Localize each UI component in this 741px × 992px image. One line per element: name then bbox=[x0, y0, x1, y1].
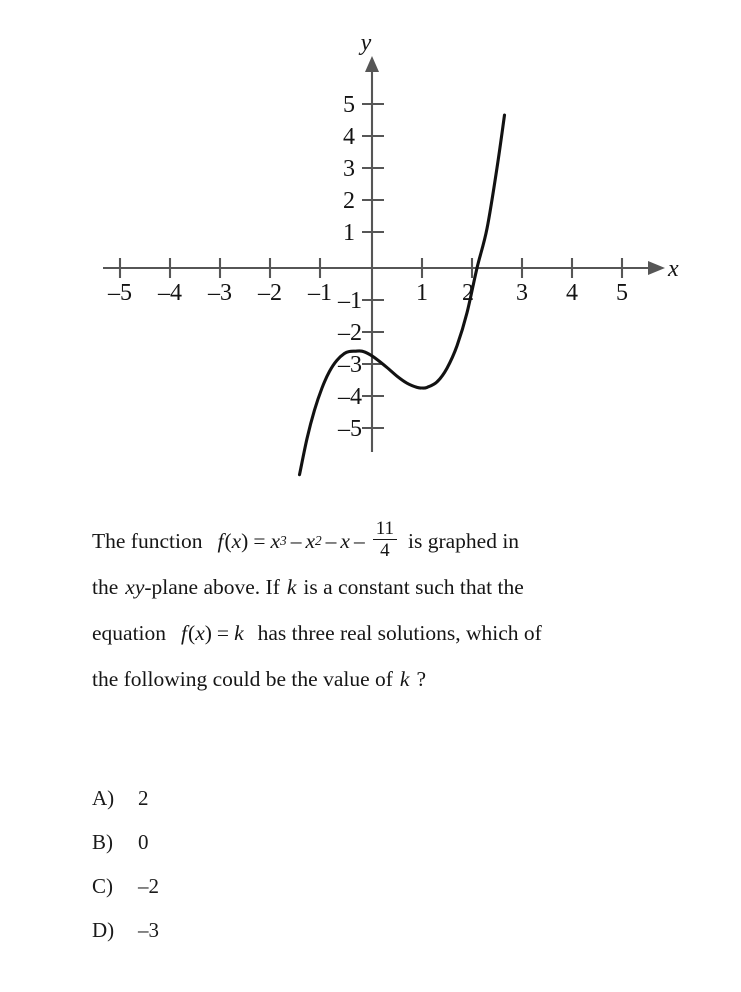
q1-equals: = bbox=[253, 529, 266, 553]
q1-paren-open: ( bbox=[224, 529, 232, 553]
x-tick-label: –1 bbox=[308, 280, 332, 306]
x-tick-label: –2 bbox=[258, 280, 282, 306]
y-tick-label: –2 bbox=[338, 320, 362, 346]
q3-post: has three real solutions, which of bbox=[257, 621, 542, 645]
q1-var: x bbox=[231, 529, 242, 553]
y-tick-label: 5 bbox=[343, 92, 355, 118]
x-tick-label: 2 bbox=[462, 280, 474, 306]
q1-term3: x bbox=[340, 529, 350, 553]
y-tick-label: 3 bbox=[343, 156, 355, 182]
y-axis-arrow-icon bbox=[365, 56, 379, 72]
answer-choices bbox=[92, 786, 412, 962]
x-tick-label: 5 bbox=[616, 280, 628, 306]
q1-paren-close: ) bbox=[241, 529, 249, 553]
choice-value-a: 2 bbox=[138, 786, 149, 810]
y-tick-label: –4 bbox=[338, 384, 362, 410]
q3-var: x bbox=[195, 621, 205, 645]
choice-letter-b: B) bbox=[92, 830, 113, 854]
question-line-1: The function f ( x ) = x 3 – x 2 – x – $\frac{11}{4}$ is graphed in bbox=[92, 518, 672, 564]
fraction-numerator: 11 bbox=[375, 517, 394, 539]
answer-choice-c[interactable] bbox=[92, 874, 412, 918]
q1-fn: f bbox=[217, 529, 224, 553]
q2-k: k bbox=[286, 575, 297, 599]
x-tick-label: 3 bbox=[516, 280, 528, 306]
q2-mid: -plane above. If bbox=[144, 575, 280, 599]
q3-paren-close: ) bbox=[204, 621, 212, 645]
question-line-3 bbox=[92, 610, 672, 656]
q3-fn: f bbox=[181, 621, 188, 645]
coordinate-plane-graph bbox=[0, 0, 741, 480]
choice-letter-a: A) bbox=[92, 786, 115, 810]
q4-k: k bbox=[399, 667, 410, 691]
question-line-2 bbox=[92, 564, 672, 610]
q3-k: k bbox=[234, 621, 244, 645]
q1-term2-base: x bbox=[305, 529, 315, 553]
x-axis-label: x bbox=[668, 256, 679, 282]
choice-value-c: –2 bbox=[138, 874, 159, 898]
q1-post: is graphed in bbox=[408, 529, 520, 553]
q2-pre: the bbox=[92, 575, 119, 599]
answer-choice-b[interactable] bbox=[92, 830, 412, 874]
x-tick-label: –3 bbox=[208, 280, 232, 306]
q2-xy: xy bbox=[125, 575, 145, 599]
answer-choice-d[interactable] bbox=[92, 918, 412, 962]
choice-value-d: –3 bbox=[138, 918, 159, 942]
y-tick-label: –5 bbox=[338, 416, 362, 442]
x-tick-label: 4 bbox=[566, 280, 578, 306]
answer-choice-a[interactable] bbox=[92, 786, 412, 830]
q1-term1-base: x bbox=[270, 529, 281, 553]
x-tick-label: –4 bbox=[158, 280, 182, 306]
y-tick-label: 4 bbox=[343, 124, 355, 150]
fraction-eleven-fourths bbox=[373, 519, 397, 562]
q1-minus-3: – bbox=[353, 529, 365, 553]
q3-equals: = bbox=[216, 621, 230, 645]
q4-pre: the following could be the value of bbox=[92, 667, 393, 691]
graph-figure bbox=[0, 0, 741, 480]
y-tick-label: 1 bbox=[343, 220, 355, 246]
q1-minus-2: – bbox=[325, 529, 337, 553]
y-tick-label: 2 bbox=[343, 188, 355, 214]
x-axis-arrow-icon bbox=[648, 261, 665, 275]
fraction-denominator: 4 bbox=[380, 540, 390, 562]
q1-minus-1: – bbox=[290, 529, 302, 553]
q3-pre: equation bbox=[92, 621, 167, 645]
x-tick-label: 1 bbox=[416, 280, 428, 306]
q1-pre: The function bbox=[92, 529, 203, 553]
choice-letter-d: D) bbox=[92, 918, 115, 942]
question-line-4 bbox=[92, 656, 672, 702]
q4-post: ? bbox=[416, 667, 427, 691]
q3-paren-open: ( bbox=[188, 621, 196, 645]
question-text bbox=[92, 518, 672, 702]
choice-letter-c: C) bbox=[92, 874, 113, 898]
y-tick-label: –1 bbox=[338, 288, 362, 314]
choice-value-b: 0 bbox=[138, 830, 149, 854]
q2-post: is a constant such that the bbox=[303, 575, 524, 599]
x-tick-label: –5 bbox=[108, 280, 132, 306]
y-tick-label: –3 bbox=[338, 352, 362, 378]
y-axis-label: y bbox=[360, 30, 372, 56]
